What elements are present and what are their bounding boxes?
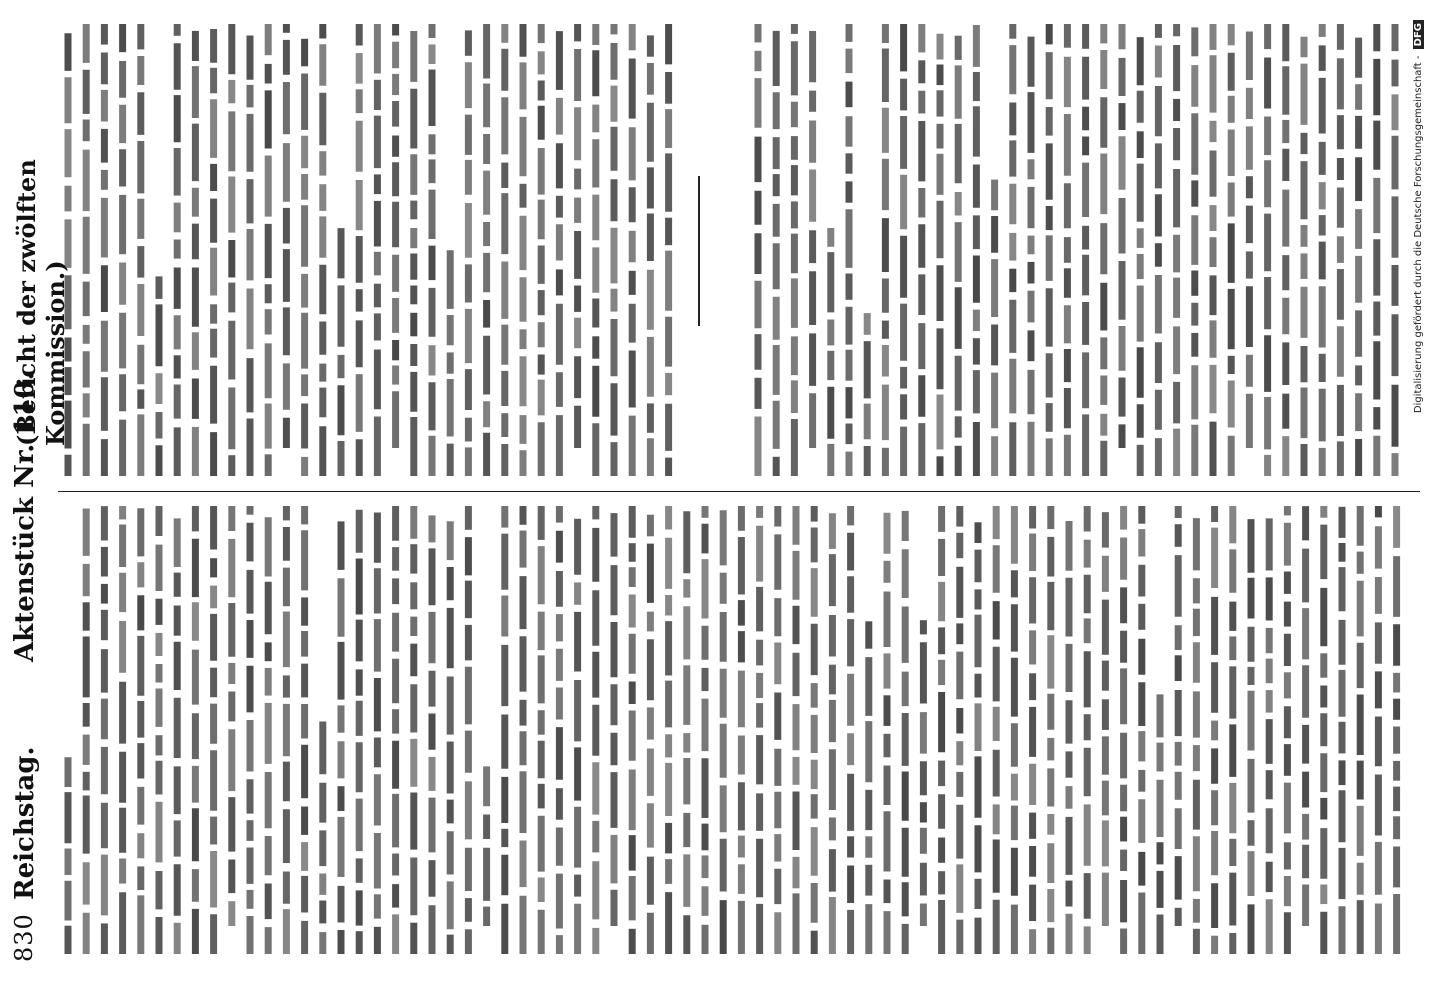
header-center-title: Aktenstück Nr. 110. [10,371,40,662]
section-divider-rule [698,176,700,326]
header-right-title: (Bericht der zwölften Kommission.) [12,159,70,446]
header-left-title: Reichstag. [10,746,40,900]
right-column-text-lines [58,24,1418,476]
column-divider [58,491,1420,492]
digitization-credit-text: Digitalisierung gefördert durch die Deutsche Forschungsgemeinschaft - [1413,52,1424,414]
right-text-column [58,24,1418,476]
dfg-logo-badge: DFG [1413,20,1424,49]
left-column-text-lines [58,506,1418,954]
digitization-credit [1413,20,1424,413]
page-header [6,38,70,962]
left-text-column [58,506,1418,954]
page-number: 830 [10,913,38,962]
